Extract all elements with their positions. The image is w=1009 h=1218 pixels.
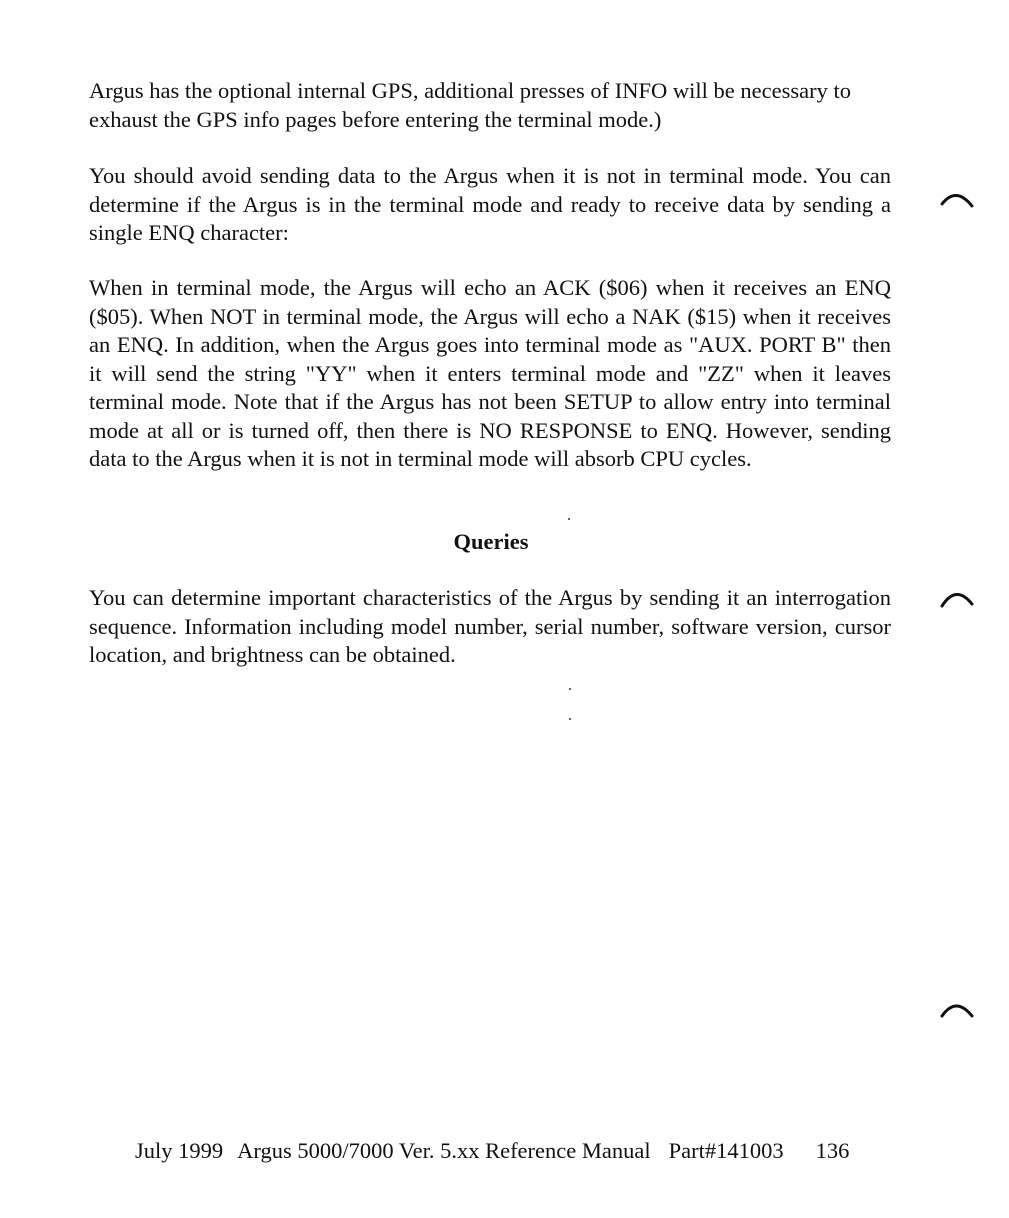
footer-part-number: Part#141003 (668, 1138, 784, 1163)
paragraph-enq-response: When in terminal mode, the Argus will echo an ACK ($06) when it receives an ENQ ($05). When NOT in terminal mode, the Argus will echo a NAK ($15) when it receives an ENQ. In addition, when the Argus goes into terminal mode as "AUX. PORT B" then it will send the string "YY" when it enters terminal mode and "ZZ" when it leaves terminal mode. Note that if the Argus has not been SETUP to allow entry into terminal mode at all or is turned off, then there is NO RESPONSE to ENQ. However, sending data to the Argus when it is not in terminal mode will absorb CPU cycles. (89, 275, 891, 471)
binder-hole-mark-icon (940, 190, 974, 210)
scan-speck (569, 718, 571, 720)
paragraph-queries-intro: You can determine important characteristics of the Argus by sending it an interrogation sequence. Information including model number, serial number, software version, cursor location, and brightness can be obtained. (89, 585, 891, 667)
binder-hole-mark-icon (940, 588, 974, 608)
scan-speck (569, 688, 571, 690)
footer-manual-title: Argus 5000/7000 Ver. 5.xx Reference Manual (237, 1138, 651, 1163)
binder-hole-mark-icon (940, 1000, 974, 1020)
footer-date: July 1999 (135, 1138, 224, 1163)
scan-speck (568, 518, 570, 520)
footer-page-number: 136 (815, 1138, 850, 1163)
section-heading-queries: Queries (453, 529, 529, 554)
page-footer (135, 1137, 849, 1165)
paragraph-gps-info: Argus has the optional internal GPS, additional presses of INFO will be necessary to exhaust the GPS info pages before entering the terminal mode.) (89, 78, 851, 132)
paragraph-terminal-mode-check: You should avoid sending data to the Argus when it is not in terminal mode. You can determine if the Argus is in the terminal mode and ready to receive data by sending a single ENQ character: (89, 163, 891, 245)
